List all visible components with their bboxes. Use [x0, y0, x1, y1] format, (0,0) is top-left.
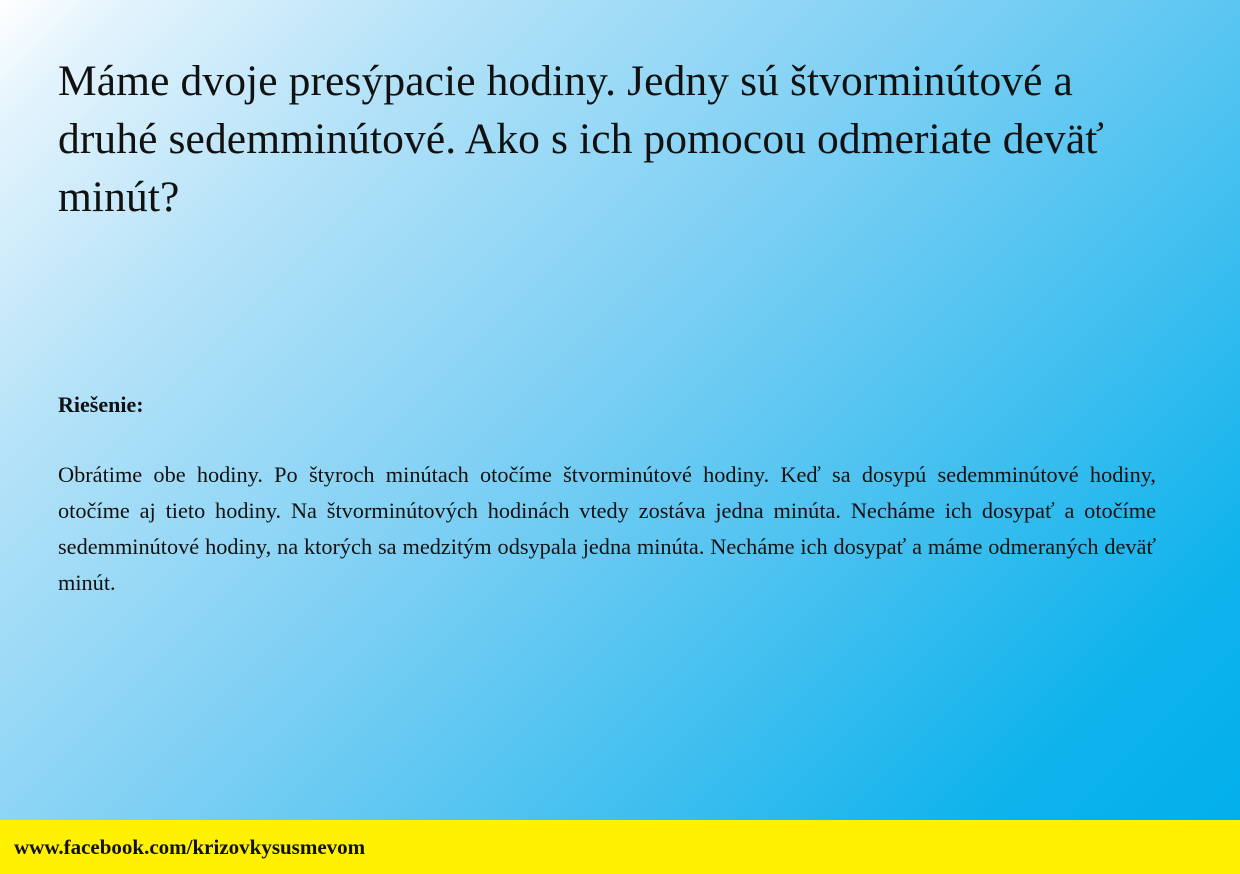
facebook-page-link[interactable]: www.facebook.com/krizovkysusmevom	[14, 835, 366, 859]
solution-heading: Riešenie:	[58, 392, 144, 417]
question-text: Máme dvoje presýpacie hodiny. Jedny sú štvorminútové a druhé sedemminútové. Ako s ich pomocou odmeriate deväť minút?	[58, 57, 1104, 221]
footer-bar	[0, 820, 1240, 874]
solution-text: Obrátime obe hodiny. Po štyroch minútach otočíme štvorminútové hodiny. Keď sa dosypú sedemminútové hodiny, otočíme aj tieto hodiny. Na štvorminútových hodinách vtedy zostáva jedna minúta. Necháme ich dosypať a otočíme sedemminútové hodiny, na ktorých sa medzitým odsypala jedna minúta. Necháme ich dosypať a máme odmeraných deväť minút.	[58, 462, 1156, 595]
